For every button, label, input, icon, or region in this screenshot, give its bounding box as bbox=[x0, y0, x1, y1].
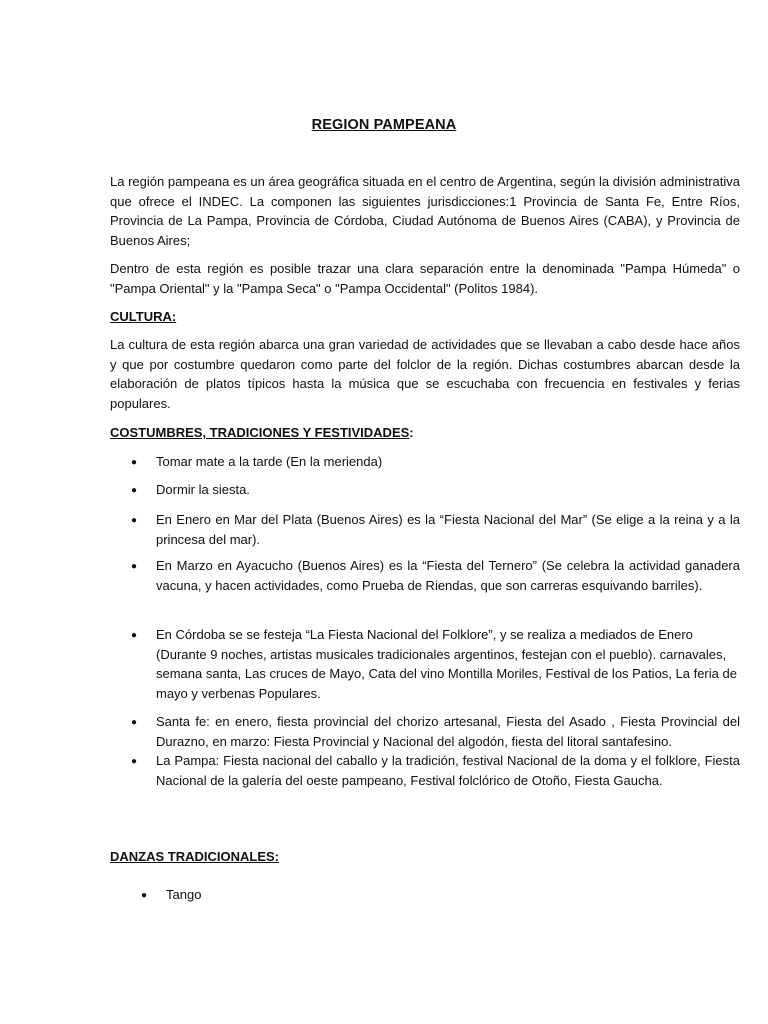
bullet-icon: ● bbox=[131, 515, 138, 526]
list-item: Tango bbox=[166, 887, 202, 902]
costumbres-heading-text: COSTUMBRES, TRADICIONES Y FESTIVIDADES bbox=[110, 425, 410, 440]
list-item: Dormir la siesta. bbox=[156, 482, 250, 497]
cultura-paragraph: La cultura de esta región abarca una gran variedad de actividades que se llevaban a cabo desde hace años y que por costumbre quedaron como parte del folclor de la región. Dichas costumbres abarcan desde la elaboración de platos típicos hasta la música que se escuchaba con frecuencia en festivales y ferias populares. bbox=[110, 337, 740, 411]
costumbres-heading bbox=[110, 423, 414, 442]
danzas-heading bbox=[110, 847, 279, 866]
list-item: La Pampa: Fiesta nacional del caballo y la tradición, festival Nacional de la doma y el folklore, Fiesta Nacional de la galería del oeste pampeano, Festival folclórico de Otoño, Fiesta Gaucha. bbox=[156, 753, 740, 788]
bullet-icon: ● bbox=[131, 717, 138, 728]
danzas-heading-text: DANZAS TRADICIONALES: bbox=[110, 849, 279, 864]
list-item: Tomar mate a la tarde (En la merienda) bbox=[156, 454, 383, 469]
list-item: En Marzo en Ayacucho (Buenos Aires) es la “Fiesta del Ternero” (Se celebra la actividad ganadera vacuna, y hacen actividades, como Prueba de Riendas, que son carreras esquivando barriles). bbox=[156, 558, 740, 593]
cultura-heading-text: CULTURA: bbox=[110, 309, 177, 324]
intro-paragraph-1: La región pampeana es un área geográfica situada en el centro de Argentina, según la división administrativa que ofrece el INDEC. La componen las siguientes jurisdicciones:1 Provincia de Santa Fe, Entre Ríos, Provincia de La Pampa, Provincia de Córdoba, Ciudad Autónoma de Buenos Aires (CABA), y Provincia de Buenos Aires; bbox=[110, 174, 740, 248]
list-item: En Enero en Mar del Plata (Buenos Aires) es la “Fiesta Nacional del Mar” (Se elige a la reina y a la princesa del mar). bbox=[156, 512, 740, 547]
bullet-icon: ● bbox=[131, 457, 138, 468]
list-item: En Córdoba se se festeja “La Fiesta Nacional del Folklore”, y se realiza a mediados de Enero (Durante 9 noches, artistas musicales tradicionales argentinos, festejan con el pueblo). carnavales, semana santa, Las cruces de Mayo, Cata del vino Montilla Moriles, Festival de los Patios, La feria de mayo y verbenas Populares. bbox=[156, 627, 737, 701]
bullet-icon: ● bbox=[141, 890, 148, 901]
cultura-heading bbox=[110, 307, 176, 326]
bullet-icon: ● bbox=[131, 630, 138, 641]
bullet-icon: ● bbox=[131, 485, 138, 496]
bullet-icon: ● bbox=[131, 756, 138, 767]
list-item: Santa fe: en enero, fiesta provincial del chorizo artesanal, Fiesta del Asado , Fiesta Provincial del Durazno, en marzo: Fiesta Provincial y Nacional del algodón, fiesta del litoral santafesino. bbox=[156, 714, 740, 749]
costumbres-heading-suffix: : bbox=[409, 425, 414, 440]
intro-paragraph-2: Dentro de esta región es posible trazar una clara separación entre la denominada "Pampa Húmeda" o "Pampa Oriental" y la "Pampa Seca" o "Pampa Occidental" (Politos 1984). bbox=[110, 261, 740, 296]
page-title: REGION PAMPEANA bbox=[311, 117, 457, 133]
bullet-icon: ● bbox=[131, 561, 138, 572]
